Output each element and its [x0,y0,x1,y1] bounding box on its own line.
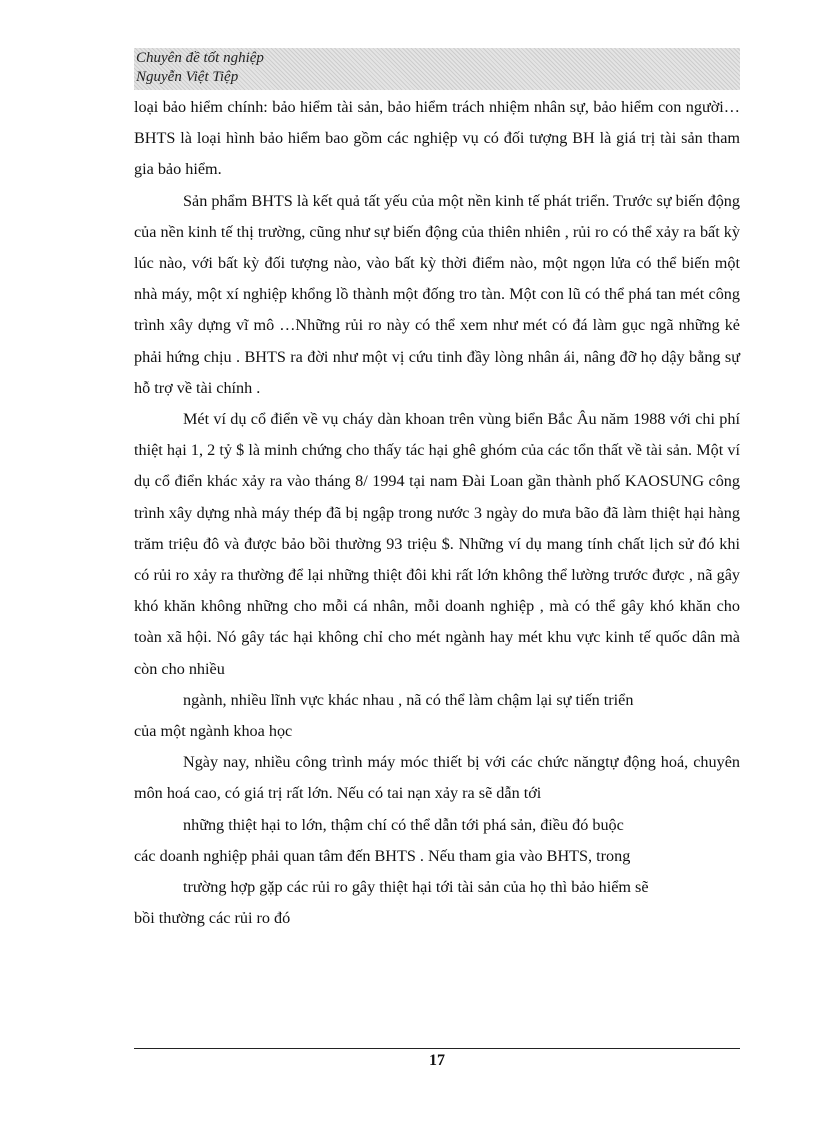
paragraph-fragment: các doanh nghiệp phải quan tâm đến BHTS . Nếu tham gia vào BHTS, trong [134,846,631,865]
paragraph-fragment-indented: trường hợp gặp các rủi ro gây thiệt hại tới tài sản của họ thì bảo hiểm sẽ [183,878,649,897]
header-document-title: Chuyên đề tốt nghiệp [136,50,264,66]
body-text [134,92,740,934]
paragraph-bhts-product: Sản phẩm BHTS là kết quả tất yếu của một nền kinh tế phát triển. Trước sự biến động của nền kinh tế thị trường, cũng như sự biến động của thiên nhiên , rủi ro có thể xảy ra bất kỳ lúc nào, với bất kỳ đối tượng nào, vào bất kỳ thời điểm nào, một ngọn lửa có thể biến một nhà máy, một xí nghiệp khổng lồ thành một đống tro tàn. Một con lũ có thể phá tan mét công trình xây dựng vĩ mô …Những rủi ro này có thể xem như mét có đá làm gục ngã những kẻ phải hứng chịu . BHTS ra đời như một vị cứu tinh đầy lòng nhân ái, nâng đỡ họ dậy bằng sự hỗ trợ về tài chính . [134,191,740,397]
page-number: 17 [429,1052,445,1069]
running-header [134,48,740,90]
paragraph-fragment: của một ngành khoa học [134,722,293,741]
paragraph-fragment: bồi thường các rủi ro đó [134,909,291,928]
header-author-name: Nguyễn Việt Tiệp [136,69,239,85]
paragraph-historic-examples: Mét ví dụ cổ điển về vụ cháy dàn khoan trên vùng biển Bắc Âu năm 1988 với chi phí thiệt hại 1, 2 tỷ $ là minh chứng cho thấy tác hại ghê ghóm của các tổn thất về tài sản. Một ví dụ cổ điển khác xảy ra vào tháng 8/ 1994 tại nam Đài Loan gần thành phố KAOSUNG công trình xây dựng nhà máy thép đã bị ngập trong nước 3 ngày do mưa bão đã làm thiệt hại hàng trăm triệu đô và được bảo bồi thường 93 triệu $. Những ví dụ mang tính chất lịch sử đó khi có rủi ro xảy ra thường để lại những thiệt đôi khi rất lớn không thể lường trước được , nã gây khó khăn không những cho mỗi cá nhân, mỗi doanh nghiệp , mà có thể gây khó khăn cho toàn xã hội. Nó gây tác hại không chỉ cho mét ngành hay mét khu vực kinh tế quốc dân mà còn cho nhiều [134,410,740,678]
paragraph-intro-continuation: loại bảo hiểm chính: bảo hiểm tài sản, bảo hiểm trách nhiệm nhân sự, bảo hiểm con người…BHTS là loại hình bảo hiểm bao gồm các nghiệp vụ có đối tượng BH là giá trị tài sản tham gia bảo hiểm. [134,98,740,179]
footer-divider [134,1048,740,1049]
paragraph-fragment-indented: những thiệt hại to lớn, thậm chí có thể dẫn tới phá sản, điều đó buộc [183,815,624,834]
paragraph-modern-equipment: Ngày nay, nhiều công trình máy móc thiết bị với các chức năngtự động hoá, chuyên môn hoá cao, có giá trị rất lớn. Nếu có tai nạn xảy ra sẽ dẫn tới [134,753,740,803]
paragraph-fragment-indented: ngành, nhiều lĩnh vực khác nhau , nã có thể làm chậm lại sự tiến triển [183,690,634,709]
